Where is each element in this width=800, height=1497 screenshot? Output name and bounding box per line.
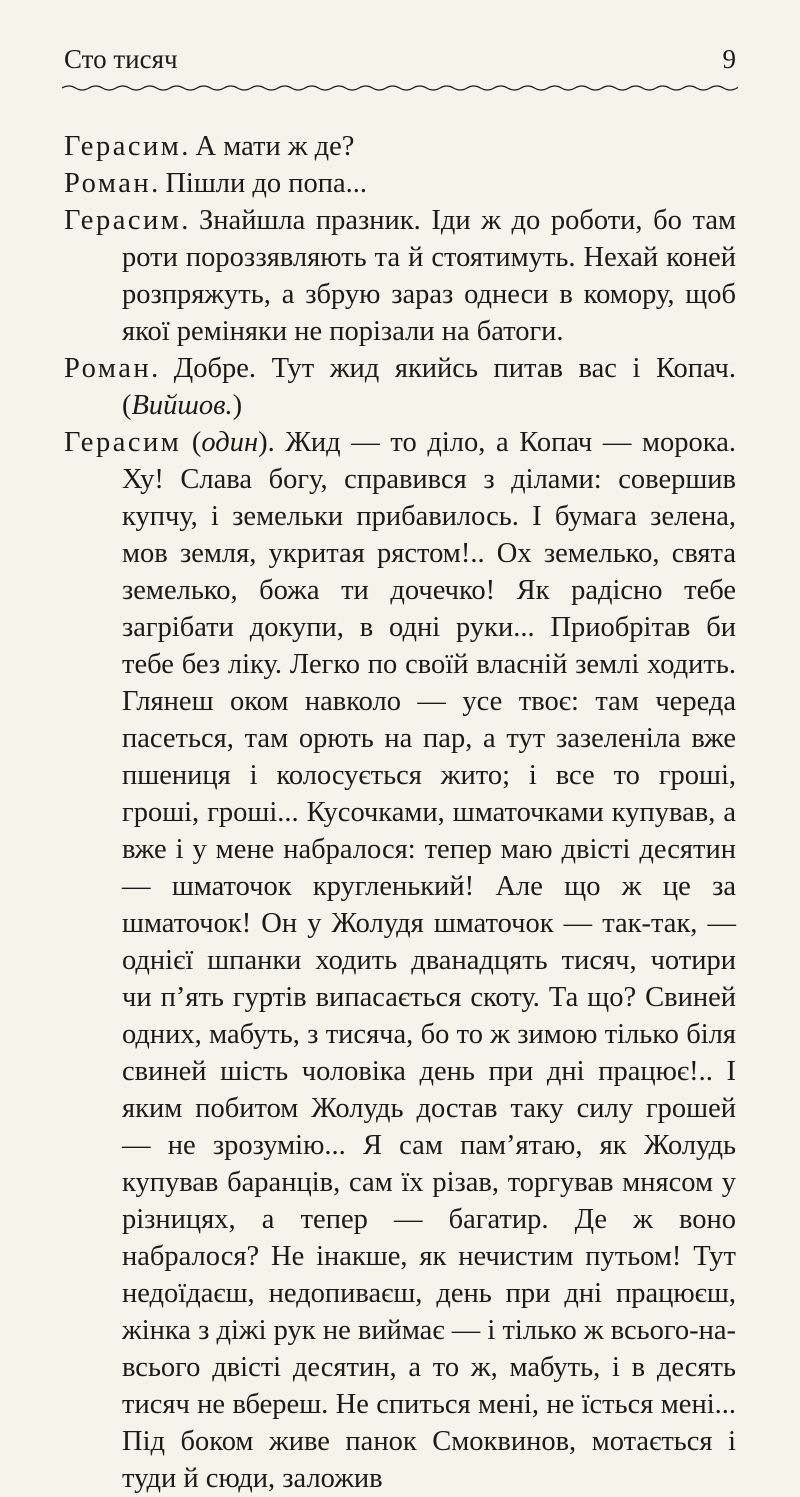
speaker-name: Герасим	[64, 131, 182, 162]
running-head	[64, 44, 736, 80]
page-number: 9	[722, 44, 736, 74]
wavy-rule-ornament	[62, 80, 738, 96]
play-text	[64, 128, 736, 1497]
speech-4	[64, 350, 736, 424]
speaker-name: Роман	[64, 168, 152, 199]
speech-text-after: )	[232, 390, 243, 421]
speaker-name: Роман	[64, 353, 152, 384]
speaker-name: Герасим	[64, 205, 182, 236]
speech-text: . Знайшла празник. Іди ж до роботи, бо там роти пороззявляють та й стоятимуть. Нехай коней розпряжуть, а збрую зараз однеси в комору, щоб якої реміняки не порізали на батоги.	[122, 205, 736, 347]
speech-2	[64, 165, 736, 202]
speech-1	[64, 128, 736, 165]
speech-5	[64, 424, 736, 1497]
speech-text: . Пішли до попа...	[151, 168, 368, 199]
speech-3	[64, 202, 736, 350]
stage-direction: один	[201, 427, 259, 458]
speech-text: . Добре. Тут жид якийсь питав вас і Копач. (	[122, 353, 736, 421]
speaker-name: Герасим	[64, 427, 182, 458]
speech-text: . А мати ж де?	[181, 131, 355, 162]
speech-text: ). Жид — то діло, а Копач — морока. Ху! Слава богу, справився з ділами: совершив купчу, і земельки прибавилось. І бумага зелена, мов земля, укритая рястом!.. Ох земелько, свята земелько, божа ти дочечко! Як радісно тебе загрібати докупи, в одні руки... Приобрітав би тебе без ліку. Легко по своїй власній землі ходить. Глянеш оком навколо — усе твоє: там череда пасеться, там орють на пар, а тут зазеленіла вже пшениця і колосується жито; і все то гроші, гроші, гроші... Кусочками, шматочками купував, а вже і у мене набралося: тепер маю двісті десятин — шматочок кругленький! Але що ж це за шматочок! Он у Жолудя шматочок — так-так, — однієї шпанки ходить дванадцять тисяч, чотири чи п’ять гуртів випасається скоту. Та що? Свиней одних, мабуть, з тисяча, бо то ж зимою тілько біля свиней шість чоловіка день при дні працює!.. І яким побитом Жолудь достав таку силу грошей — не зрозумію... Я сам пам’ятаю, як Жолудь купував баранців, сам їх різав, торгував мнясом у різницях, а тепер — багатир. Де ж воно набралося? Не інакше, як нечистим путьом! Тут недоїдаєш, недопиваєш, день при дні працюєш, жінка з діжі рук не виймає — і тілько ж всього-на-всього двісті десятин, а то ж, мабуть, і в десять тисяч не вбереш. Не спиться мені, не їсться мені... Під боком живе панок Смоквинов, мотається і туди й сюди, заложив	[122, 427, 736, 1494]
speech-pre: (	[181, 427, 202, 458]
stage-direction: Вийшов.	[131, 390, 233, 421]
running-title: Сто тисяч	[64, 44, 178, 74]
